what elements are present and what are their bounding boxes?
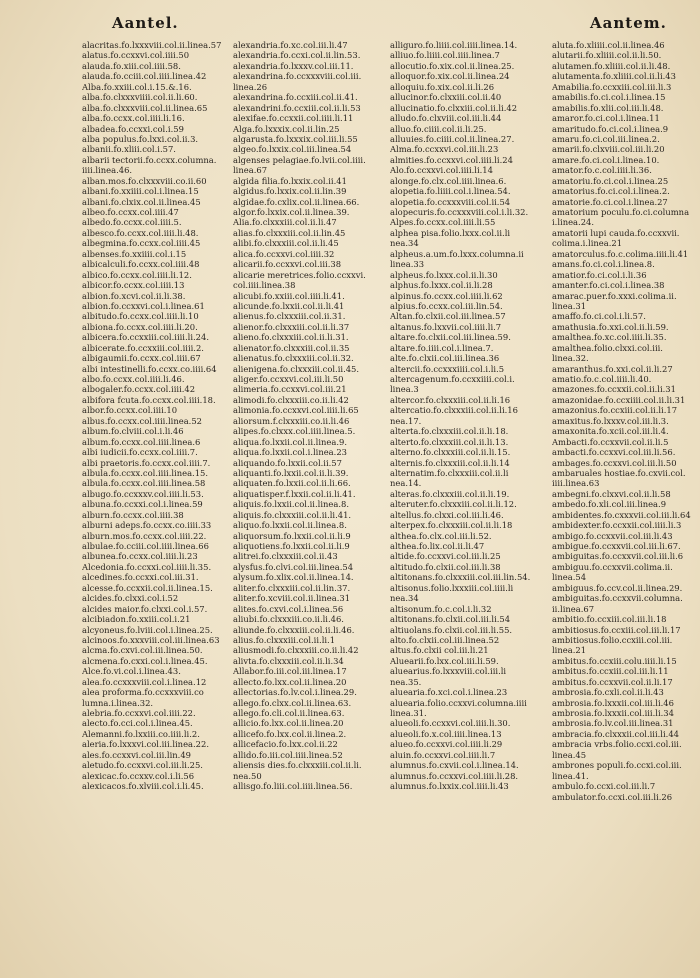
index-entry: albula.fo.ccxx.col.iiii.linea.15. [82,467,209,478]
index-entry: linea.26 [233,81,268,92]
index-entry: albogaler.fo.ccxx.col.iiii.42 [82,384,196,395]
index-entry: alica.fo.ccxxvi.col.iiii.32 [233,248,335,259]
index-entry: Alo.fo.ccxxvi.col.iiii.li.14 [390,165,493,176]
index-entry: Amabilia.fo.ccxxiii.col.iii.li.3 [552,81,672,92]
index-entry: Aluearii.fo.lxx.col.iii.li.59. [390,655,499,666]
index-entry: ambegni.fo.clxxvi.col.ii.li.58 [552,488,671,499]
index-entry: alpinus.fo.ccxx.col.iiii.li.62 [390,290,503,301]
index-entry: alphea pisa.folio.lxxx.col.ii.li [390,227,511,238]
index-entry: albion.fo.xcvi.col.ii.li.38. [82,290,186,301]
index-entry: ambiguitas.fo.ccxxvii.col.iii.li.6 [552,551,684,562]
index-entry: ambrosia.fo.lv.col.iii.linea.31 [552,718,674,729]
index-entry: alius.fo.clxxxiii.col.ii.li.1 [233,634,336,645]
index-entry: Alcedonia.fo.ccxxi.col.iiii.li.35. [82,561,212,572]
index-entry: linea.41. [552,770,589,781]
index-entry: alueoli.fo.x.col.iiii.linea.13 [390,728,502,739]
index-entry: Alia.fo.clxxxiii.col.ii.li.47 [233,217,337,228]
index-entry: alexandrina.fo.ccxiii.col.ii.41. [233,92,358,103]
index-entry: alterno.fo.clxxxiii.col.ii.li.15. [390,447,511,458]
index-entry: alicarie meretrices.folio.ccxxvi. [233,269,366,280]
index-entry: amaxonita.fo.xcii.col.iii.li.4. [552,426,669,437]
index-entry: albadea.fo.ccxxi.col.i.59 [82,123,184,134]
index-entry: albus.fo.ccxx.col.iiii.linea.52 [82,415,203,426]
index-entry: albenses.fo.xxiiii.col.i.15 [82,248,187,259]
index-entry: amatorculus.fo.c.colima.iiii.li.41 [552,248,689,259]
index-entry: alivta.fo.clxxxiii.col.ii.li.34 [233,655,344,666]
index-entry: altitonans.fo.clxxxiii.col.iii.lin.54. [390,572,531,583]
index-entry: nea.17. [390,415,422,426]
index-entry: allocutio.fo.xix.col.ii.linea.25. [390,60,515,71]
index-entry: altare.fo.iiii.col.i.linea.7. [390,342,494,353]
index-entry: albo.fo.ccxx.col.iiii.li.46. [82,374,185,384]
index-entry: aliquaten.fo.lxxii.col.ii.li.66. [233,478,351,489]
index-entry: alienigena.fo.clxxxiii.col.ii.45. [233,363,360,374]
index-entry: albor.fo.ccxx.col.iiii.10 [82,405,178,416]
index-entry: althea.fo.lix.col.ii.li.47 [390,541,485,551]
index-entry: aliquo.fo.lxxii.col.ii.linea.8. [233,520,347,531]
index-entry: alexandria.fo.xc.col.iii.li.47 [233,40,348,50]
index-entry: aliter.fo.clxxxiii.col.ii.lin.37. [233,582,351,593]
index-entry: algida filia.fo.lxxix.col.ii.41 [233,175,347,186]
index-entry: alterpex.fo.clxxxiii.col.ii.li.18 [390,520,513,531]
index-entry: alutamenta.fo.xliiii.col.ii.li.43 [552,71,676,82]
index-entry: Alpes.fo.ccxx.col.iiii.li.55 [390,217,496,228]
index-entry: alcyoneus.fo.lviii.col.i.linea.25. [82,624,213,635]
index-column-3 [390,40,545,792]
index-entry: alicarii.fo.ccxxvi.col.iii.38 [233,259,342,270]
index-entry: amaritudo.fo.ci.col.i.linea.9 [552,123,669,134]
index-entry: allicio.fo.lxx.col.ii.linea.20 [233,718,344,729]
index-entry: aluta.fo.xliiii.col.ii.linea.46 [552,40,665,50]
index-entry: amatorii lupi cauda.fo.ccxxvii. [552,227,680,238]
index-entry: alba.fo.clxxxviiii.col.ii.li.60. [82,92,198,103]
index-entry: ambitus.fo.ccxiii.colu.iiii.li.15 [552,655,677,666]
index-entry: alcinoos.fo.xxxviii.col.iii.linea.63 [82,634,220,645]
index-entry: alea proforma.fo.ccxxxviii.co [82,687,204,698]
index-entry: alterto.fo.clxxxiii.col.ii.li.13. [390,436,509,447]
index-entry: alienus.fo.clxxxiii.col.ii.31. [233,311,346,322]
index-entry: aliusmodi.fo.clxxxiii.co.ii.li.42 [233,645,359,656]
index-entry: albi praetoris.fo.ccxx.col.iiii.7. [82,457,211,468]
index-entry: alienator.fo.clxxxiii.col.ii.35 [233,342,350,353]
index-entry: alteruter.fo.clxxxiii.col.ii.li.12. [390,499,517,510]
index-entry: ambigo.fo.ccxxvii.col.iii.li.43 [552,530,673,541]
index-entry: alonge.fo.clx.col.iiii.linea.6. [390,175,507,186]
index-entry: alcma.fo.cxvi.col.iii.linea.50. [82,645,203,656]
index-entry: alto.fo.clxii.col.iii.linea.52 [390,634,500,645]
index-entry: amator.fo.c.col.iiii.li.36. [552,165,652,176]
index-entry: album.fo.clviii.col.i.li.46 [82,426,184,437]
index-entry: aliquando.fo.lxxii.col.ii.57 [233,457,342,468]
index-entry: albicera.fo.ccxxiii.col.iiii.li.24. [82,332,209,343]
index-entry: aliquotiens.fo.lxxii.col.ii.li.9 [233,541,350,551]
index-entry: alutamen.fo.xliiii.col.ii.li.48. [552,60,671,71]
index-entry: alcmena.fo.cxxi.col.i.linea.45. [82,655,208,666]
index-entry: Alga.fo.lxxxix.col.ii.lin.25 [233,123,340,134]
index-entry: Altan.fo.clxii.col.iii.linea.57 [390,311,506,322]
index-entry: allego.fo.clxx.col.ii.linea.63. [233,697,352,708]
index-entry: linea.33 [390,259,425,270]
index-entry: linea.31 [552,300,587,311]
index-entry: alites.fo.cxvi.col.i.linea.56 [233,603,344,614]
index-entry: ambacti.fo.ccxxvi.col.iii.li.56. [552,447,676,458]
index-column-2 [233,40,376,792]
index-entry: altanus.fo.lxxvii.col.iiii.li.7 [390,321,502,332]
index-entry: alpheus.fo.lxxx.col.ii.li.30 [390,269,498,280]
index-entry: ambrosia.fo.lxxxii.col.iii.li.34 [552,708,674,718]
index-entry: alimeria.fo.ccxxvi.col.iii.21 [233,384,347,395]
index-entry: aliunde.fo.clxxxiii.col.ii.li.46. [233,624,355,635]
index-entry: alcibiadon.fo.xxiii.col.i.21 [82,614,191,625]
index-entry: linea.32. [552,353,589,364]
index-entry: ambrosia.fo.lxxxii.col.iii.li.46 [552,697,674,708]
index-entry: iiii.linea.46. [82,165,133,176]
index-entry: albula.fo.ccxx.col.iiii.linea.58 [82,478,206,489]
index-entry: alueo.fo.ccxxvi.col.iiii.li.29 [390,739,503,750]
index-entry: ambidentes.fo.cxxxvii.col.iii.li.64 [552,509,691,520]
index-entry: allucinatio.fo.clxxiii.col.ii.li.42 [390,102,518,113]
index-entry: amaru.fo.ci.col.iii.linea.2. [552,133,660,144]
index-entry: alcesse.fo.ccxxii.col.ii.linea.15. [82,582,213,593]
index-entry: albitudo.fo.ccxx.col.iiii.li.10 [82,311,199,322]
index-entry: amazonidae.fo.ccxiiii.col.ii.li.31 [552,394,686,405]
index-entry: aliquatisper.f.lxxii.col.ii.li.41. [233,488,356,499]
index-entry: alte.fo.clxii.col.iii.linea.36 [390,353,500,364]
index-entry: allisgo.fo.liii.col.iiii.linea.56. [233,781,353,792]
index-entry: alatus.fo.ccxxvi.col.iiii.50 [82,50,190,61]
index-entry: Alma.fo.ccxxvi.col.iii.li.23 [390,144,499,155]
index-entry: amanter.fo.ci.col.i.linea.38 [552,280,665,291]
index-entry: altisonum.fo.c.col.i.li.32 [390,603,492,614]
index-entry: aletudo.fo.ccxxvi.col.iii.li.25. [82,760,203,771]
index-entry: alutarii.fo.xliiii.col.ii.li.50. [552,50,662,61]
index-entry: ambracia.fo.clxxxii.col.iii.li.44 [552,728,679,739]
index-entry: alumnus.fo.lxxix.col.iiii.li.43 [390,781,509,792]
index-entry: ambigue.fo.ccxxvii.col.iii.li.67. [552,541,681,551]
index-entry: alloquiu.fo.xix.col.ii.li.26 [390,81,495,92]
index-entry: alluo.fo.ciiii.col.ii.li.25. [390,123,487,134]
index-entry: allecto.fo.lxx.col.ii.linea.20 [233,676,347,687]
index-entry: alexifae.fo.ccxxii.col.iiii.li.11 [233,113,354,124]
index-entry: alexicacos.fo.xlviii.col.i.li.45. [82,781,204,792]
index-entry: alcedines.fo.ccxxi.col.iii.31. [82,572,199,583]
index-entry: albugo.fo.ccxxxv.col.iiii.li.53. [82,488,204,499]
index-entry: aliquis.fo.lxxii.col.ii.linea.8. [233,499,349,510]
index-entry: altus.fo.clxii col.iii.li.21 [390,645,489,656]
index-entry: alexandria.fo.ccxi.col.ii.lin.53. [233,50,361,61]
index-entry: ambitiosus.fo.ccxiii.col.iii.li.17 [552,624,681,635]
index-entry: ambitus.fo.ccxxvii.col.ii.li.17 [552,676,673,687]
index-entry: albion.fo.ccxxvi.col.i.linea.61 [82,300,205,311]
index-entry: alternis.fo.clxxxiii.col.ii.li.14 [390,457,510,468]
index-entry: alumnus.fo.ccxxvi.col.iiii.li.28. [390,770,519,781]
index-entry: ambidexter.fo.ccxxii.col.iiii.li.3 [552,520,682,531]
index-entry: aliter.fo.xcviii.col.ii.linea.31 [233,593,351,604]
index-entry: linea.3 [390,384,419,395]
index-entry: ambiguitas.fo.ccxxvii.columna. [552,593,683,604]
index-entry: linea.67 [233,165,268,176]
index-entry: nea.50 [233,770,262,781]
index-entry: amalthea.folio.clxxi.col.iii. [552,342,663,353]
index-entry: amatio.fo.c.col.iiii.li.40. [552,374,652,384]
index-entry: aliubi.fo.clxxxiii.co.ii.li.46. [233,614,344,625]
index-entry: amarac.puer.fo.xxxi.colima.ii. [552,290,677,301]
index-entry: aluearius.fo.lxxxviii.col.iii.li [390,666,507,677]
index-entry: lumna.i.linea.32. [82,697,154,708]
index-entry: amazones.fo.ccxxii.col.ii.li.31 [552,384,676,395]
index-entry: alienatus.fo.clxxxiii.col.ii.32. [233,353,354,364]
index-entry: alpheus.a.um.fo.lxxx.columna.ii [390,248,524,259]
index-entry: aliqua.fo.lxxii.col.ii.linea.9. [233,436,348,447]
index-entry: alba populus.fo.lxxi.col.ii.3. [82,133,199,144]
index-entry: colima.i.linea.21 [552,238,623,249]
index-entry: alexandria.fo.lxxxv.col.iii.11. [233,60,354,71]
index-entry: iiii.linea.63 [552,478,600,489]
index-entry: alea.fo.ccxxxviii.col.i.linea.12 [82,676,207,687]
index-entry: althea.fo.clx.col.iii.li.52. [390,530,492,541]
index-entry: altitudo.fo.clxii.col.iii.li.38 [390,561,501,572]
index-entry: albanii.fo.xliii.col.i.57. [82,144,176,155]
index-entry: alienor.fo.clxxxiii.col.ii.li.37 [233,321,350,332]
index-entry: almities.fo.ccxxvi.col.iiii.li.24 [390,154,513,165]
index-entry: allicefacio.fo.lxx.col.ii.22 [233,739,338,750]
index-entry: alliuo.fo.liiii.col.iiii.linea.7 [390,50,500,61]
index-entry: aluearia.folio.ccxxvi.columna.iiii [390,697,527,708]
index-entry: alipes.fo.clxxx.col.iiii.linea.5. [233,426,356,437]
index-entry: alieno.fo.clxxxiii.col.ii.li.31. [233,332,349,343]
index-entry: albigaumii.fo.ccxx.col.iiii.67 [82,353,201,364]
index-entry: aliquanti.fo.lxxii.col.ii.li.39. [233,467,349,478]
index-entry: ambiguus.fo.ccv.col.ii.linea.29. [552,582,683,593]
index-entry: albani.fo.clxix.col.ii.linea.45 [82,196,201,207]
index-entry: albicerate.fo.ccxxiii.col.iiii.2. [82,342,204,353]
index-entry: algeo.fo.lxxix.col.iii.linea.54 [233,144,352,155]
running-head-right: Aantem. [590,14,667,32]
index-entry: ambages.fo.ccxxvi.col.iii.li.50 [552,457,677,468]
index-entry: alban.mos.fo.clxxxviii.co.ii.60 [82,175,207,186]
index-entry: alterta.fo.clxxxiii.col.ii.li.18. [390,426,509,437]
index-entry: alopetia.fo.liiii.col.i.linea.54. [390,186,511,197]
index-entry: alloquor.fo.xix.col.ii.linea.24 [390,71,510,82]
index-entry: aleria.fo.lxxxvi.col.iii.linea.22. [82,739,209,750]
index-entry: amaffo.fo.ci.col.i.li.57. [552,311,646,322]
index-entry: alias.fo.clxxxiii.col.ii.lin.45 [233,227,346,238]
index-entry: col.iiii.linea.38 [233,280,296,291]
index-entry: altellus.fo.clxxi.col.iii.li.46. [390,509,504,520]
index-entry: ambitus.fo.ccxiii.col.iii.li.11 [552,666,669,677]
index-entry: aliorsum.f.clxxxiii.co.ii.li.46 [233,415,350,426]
index-entry: albani.fo.xxiiii.col.i.linea.15 [82,186,199,197]
index-entry: alluuies.fo.ciiii.col.ii.linea.27. [390,133,515,144]
index-entry: linea.31. [390,708,427,718]
index-entry: algor.fo.lxxix.col.ii.linea.39. [233,207,350,217]
index-entry: altide.fo.ccxxvi.col.iii.li.25 [390,551,501,562]
index-entry: alludo.fo.clxviii.col.iii.li.44 [390,113,502,124]
index-entry: allectorias.fo.lv.col.i.linea.29. [233,687,357,698]
index-entry: albico.fo.ccxx.col.iiii.li.12. [82,269,192,280]
index-entry: algidus.fo.lxxix.col.ii.lin.39 [233,186,347,197]
index-entry: alauda.fo.xiii.col.iiii.58. [82,60,181,71]
index-entry: amabilis.fo.xlii.col.iii.li.48. [552,102,664,113]
index-entry: aliger.fo.ccxxvi.col.iii.li.50 [233,374,344,384]
index-entry: allucinor.fo.clxxiii.col.ii.40 [390,92,502,103]
index-entry: i.linea.24. [552,217,595,228]
index-entry: altisonus.folio.lxxxiii.col.iiii.li [390,582,514,593]
index-entry: ii.linea.67 [552,603,595,614]
index-entry: alicunde.fo.lxxii.col.ii.li.41 [233,300,345,311]
index-entry: Ambacti.fo.ccxxvii.col.ii.li.5 [552,436,669,447]
index-entry: amatior.fo.ci.col.i.li.36 [552,269,647,280]
index-entry: ales.fo.ccxxvi.col.iii.lin.49 [82,749,191,760]
index-entry: amaranthus.fo.xxi.col.ii.li.27 [552,363,673,374]
index-entry: alexicac.fo.ccxxv.col.i.li.56 [82,770,195,781]
index-entry: Allabor.fo.iii.col.iii.linea.17 [233,666,347,677]
index-entry: alimodi.fo.clxxxiii.co.ii.li.42 [233,394,349,405]
index-entry: linea.21 [552,645,587,656]
index-entry: alcides.fo.clxxi.col.i.52 [82,593,179,604]
index-entry: alburn.mos.fo.ccxx.col.iiii.22. [82,530,207,541]
index-entry: amare.fo.ci.col.i.linea.10. [552,154,660,165]
index-entry: Alba.fo.xxiii.col.i.15.&.16. [82,81,192,92]
index-entry: albicor.fo.ccxx.col.iiii.13 [82,280,185,291]
index-entry: albedo.fo.ccxx.col.iiii.5. [82,217,182,228]
index-entry: algidae.fo.cxlix.col.ii.linea.66. [233,196,360,207]
index-entry: ambiguu.fo.ccxxvii.colima.ii. [552,561,673,572]
index-entry: amathusia.fo.xxi.col.ii.li.59. [552,321,669,332]
index-entry: alliguro.fo.liiii.col.iiii.linea.14. [390,40,518,50]
index-entry: alopecuris.fo.ccxxxviii.col.i.li.32. [390,207,529,217]
index-entry: alicubi.fo.xxiii.col.iiii.li.41. [233,290,345,301]
index-entry: albeo.fo.ccxx.col.iiii.47 [82,207,179,217]
index-entry: alueoli.fo.ccxxvi.col.iiii.li.30. [390,718,511,729]
index-entry: amaxitus.fo.lxxxv.col.iii.li.3. [552,415,669,426]
index-entry: alopetia.fo.ccxxxviii.col.ii.54 [390,196,511,207]
index-entry: ambitio.fo.ccxiii.col.iii.li.18 [552,614,667,625]
index-entry: amaror.fo.ci.col.i.linea.11 [552,113,660,124]
index-entry: amabilis.fo.ci.col.i.linea.15 [552,92,666,103]
index-entry: alexandrini.fo.ccxiii.col.ii.li.53 [233,102,361,113]
index-entry: alauda.fo.cciii.col.iiii.linea.42 [82,71,207,82]
index-entry: alternatim.fo.clxxxiii.col.ii.li [390,467,509,478]
index-entry: alitrei.fo.clxxxiii.col.ii.43 [233,551,338,562]
index-entry: album.fo.ccxx.col.iiii.linea.6 [82,436,201,447]
index-entry: altiuolans.fo.clxii.col.iii.li.55. [390,624,513,635]
index-entry: altitonans.fo.clxii.col.iii.li.54 [390,614,511,625]
index-entry: altare.fo.clxii.col.iii.linea.59. [390,332,511,343]
index-entry: altercatio.fo.clxxxiii.col.ii.li.16 [390,405,518,416]
index-entry: alumnus.fo.cxvii.col.i.linea.14. [390,760,519,771]
index-entry: alphus.fo.lxxx.col.ii.li.28 [390,280,493,291]
index-entry: aluin.fo.ccxxvi.col.iiii.li.7 [390,749,496,760]
index-entry: albicalculi.fo.ccxx.col.iiii.48 [82,259,200,270]
index-entry: albi iudicii.fo.ccxx.col.iiii.7. [82,447,198,458]
index-entry: ambulo.fo.ccxi.col.iii.li.7 [552,781,656,792]
index-column-1 [82,40,227,792]
index-entry: altercor.fo.clxxxiii.col.ii.li.16 [390,394,511,405]
index-entry: aliquorsum.fo.lxxii.col.ii.li.9 [233,530,351,541]
index-entry: alacritas.fo.lxxxviii.col.ii.linea.57 [82,40,222,50]
index-entry: alburni adeps.fo.ccxx.co.iiii.33 [82,520,212,531]
index-entry: algarusta.fo.lxxxix.col.iii.li.55 [233,133,358,144]
index-entry: linea.54 [552,572,587,583]
index-entry: ambulator.fo.ccxi.col.iii.li.26 [552,791,673,802]
index-entry: Alce.fo.vi.col.i.linea.43. [82,666,181,677]
index-entry: albunea.fo.ccxx.col.iiii.li.23 [82,551,198,562]
index-entry: alba.fo.ccxx.col.iiii.li.16. [82,113,185,124]
index-entry: amazonius.fo.ccxiii.col.ii.li.17 [552,405,678,416]
index-entry: allido.fo.iii.col.iiii.linea.52 [233,749,343,760]
index-entry: amarii.fo.clxviii.col.iii.li.20 [552,144,665,155]
index-entry: ambaruales hostiae.fo.cxvii.col. [552,467,686,478]
index-entry: linea.45 [552,749,587,760]
index-entry: albarii tectorii.fo.ccxx.columna. [82,154,217,165]
index-entry: amans.fo.ci.col.i.linea.8. [552,259,655,270]
index-entry: aliqua.fo.lxxii.col.i.linea.23 [233,447,347,458]
index-entry: albifora fcuta.fo.ccxx.col.iiii.18. [82,394,216,405]
running-head-left: Aantel. [112,14,179,32]
index-entry: ambitiosus.folio.ccxiii.col.iii. [552,634,673,645]
index-entry: ambrosia.fo.cxli.col.ii.li.43 [552,687,664,698]
index-entry: altercagenum.fo.ccxxiiii.col.i. [390,374,515,384]
index-entry: alysfus.fo.clvi.col.iii.linea.54 [233,561,354,572]
index-entry: ambracia vrbs.folio.ccxi.col.iii. [552,739,682,750]
index-entry: allego.fo.cli.col.ii.linea.63. [233,708,345,718]
index-entry: alcides maior.fo.clxxi.col.i.57. [82,603,208,614]
index-entry: amalthea.fo.xc.col.iiii.li.35. [552,332,667,343]
index-entry: ambrones populi.fo.ccxi.col.iii. [552,760,682,771]
index-entry: aluearia.fo.xci.col.i.linea.23 [390,687,508,698]
index-entry: nea.14. [390,478,422,489]
index-entry: aliquis.fo.clxxxiii.col.ii.li.41. [233,509,352,520]
index-entry: albegmina.fo.ccxx.col.iiii.45 [82,238,201,249]
index-entry: albi intestinelli.fo.ccxx.co.iiii.64 [82,363,217,374]
index-column-4 [552,40,698,802]
index-entry: alexandrina.fo.ccxxxviii.col.iii. [233,71,362,82]
index-entry: alba.fo.clxxxviii.col.ii.linea.65 [82,102,208,113]
index-entry: altercii.fo.ccxxxiiii.col.i.li.5 [390,363,505,374]
index-entry: alysum.fo.xlix.col.ii.linea.14. [233,572,354,583]
index-entry: aliensis dies.fo.clxxxiii.col.ii.li. [233,760,362,771]
index-entry: nea.34 [390,593,419,604]
index-entry: amatorius.fo.ci.col.i.linea.2. [552,186,670,197]
index-entry: alibi.fo.clxxxiii.col.ii.li.45 [233,238,339,249]
index-entry: alecto.fo.cci.col.i.linea.45. [82,718,193,729]
index-entry: alburn.fo.ccxx.col.iiii.38 [82,509,184,520]
index-entry: albesco.fo.ccxx.col.iiii.li.48. [82,227,199,238]
index-entry: nea.35. [390,676,422,687]
index-entry: alebria.fo.ccxxvi.col.iiii.22. [82,708,196,718]
index-entry: amatoriu.fo.ci.col.i.linea.25 [552,175,669,186]
index-entry: alteras.fo.clxxxiii.col.ii.li.19. [390,488,510,499]
index-entry: allicefo.fo.lxx.col.ii.linea.2. [233,728,347,739]
index-entry: amatorium poculu.fo.ci.columna [552,207,690,217]
index-entry: ambedo.fo.xli.col.iii.linea.9 [552,499,667,510]
index-entry: Alemanni.fo.lxxiii.co.iiii.li.2. [82,728,200,739]
index-entry: albiona.fo.ccxx.col.iiii.li.20. [82,321,198,332]
index-entry: algenses pelagiae.fo.lvii.col.iiii. [233,154,366,165]
index-entry: nea.34 [390,238,419,249]
index-entry: alpius.fo.ccxx.col.iii.lin.54. [390,300,503,311]
index-entry: alimonia.fo.ccxxvi.col.iiii.li.65 [233,405,359,416]
index-entry: albuna.fo.ccxxi.col.i.linea.59 [82,499,203,510]
index-entry: amatorie.fo.ci.col.i.linea.27 [552,196,668,207]
index-entry: albulae.fo.cciii.col.iiii.linea.66 [82,541,209,551]
